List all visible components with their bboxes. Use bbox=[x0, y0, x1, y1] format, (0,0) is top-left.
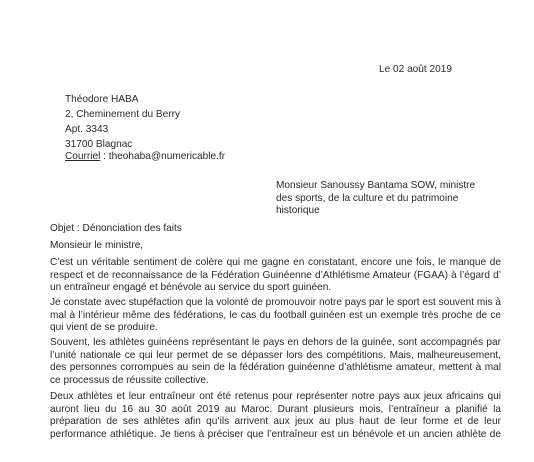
paragraph-line: mal à l’intérieur même des fédérations, le cas du football guinéen est un exemple très proche de ce bbox=[50, 309, 501, 321]
paragraph-line: C’est un véritable sentiment de colère qui me gagne en constatant, encore une fois, le manque de bbox=[50, 257, 501, 268]
email-label: Courriel bbox=[65, 151, 101, 162]
recipient-line: historique bbox=[276, 205, 320, 217]
paragraph-line: Deux athlètes et leur entraîneur ont été retenus pour représenter notre pays aux jeux africains qui bbox=[50, 391, 501, 402]
letter-date: Le 02 août 2019 bbox=[379, 64, 452, 75]
email-address[interactable]: theohaba@numericable.fr bbox=[108, 151, 226, 162]
sender-apt: Apt. 3343 bbox=[65, 124, 109, 135]
paragraph-line: performance athlétique. Je tiens à préciser que l’entraîneur est un bénévole et un ancien athlète de bbox=[50, 429, 501, 441]
paragraph-line: des personnes corrompues au sein de la fédération guinéenne d’athlétisme amateur, mettent à mal bbox=[50, 362, 501, 374]
paragraph-line: un entraîneur engagé et bénévole au service du sport guinéen. bbox=[50, 282, 332, 294]
sender-email-line bbox=[65, 151, 225, 163]
recipient-line: Monsieur Sanoussy Bantama SOW, ministre bbox=[276, 180, 476, 191]
paragraph-line: respect et de reconnaissance de la Fédération Guinéenne d’Athlétisme Amateur (FGAA) à l’égard d’ bbox=[50, 269, 501, 281]
recipient-line: des sports, de la culture et du patrimoine bbox=[276, 192, 459, 204]
subject-line: Objet : Dénonciation des faits bbox=[50, 223, 182, 234]
paragraph-line: qui vient de se produire. bbox=[50, 322, 158, 334]
body-paragraph bbox=[50, 297, 501, 335]
body-paragraph bbox=[50, 391, 501, 442]
recipient-block bbox=[276, 180, 482, 218]
body-paragraph bbox=[50, 337, 501, 388]
paragraph-line: auront lieu du 16 au 30 août 2019 au Maroc. Durant plusieurs mois, l’entraîneur a planifié la bbox=[50, 403, 501, 415]
salutation: Monsieur le ministre, bbox=[50, 240, 144, 251]
paragraph-line: ce processus de réussite collective. bbox=[50, 375, 209, 387]
email-separator: : bbox=[100, 151, 109, 162]
sender-street: 2, Cheminement du Berry bbox=[65, 109, 181, 120]
paragraph-line: Je constate avec stupéfaction que la volonté de promouvoir notre pays par le sport est souvent mis à bbox=[50, 297, 501, 308]
sender-city: 31700 Blagnac bbox=[65, 139, 133, 150]
paragraph-line: préparation de ses athlètes afin qu’ils arrivent aux jeux au plus haut de leur forme et de leur bbox=[50, 416, 501, 428]
paragraph-line: l’unité nationale ce qui leur permet de se dépasser lors des compétitions. Mais, malheureusement, bbox=[50, 349, 501, 361]
sender-name: Théodore HABA bbox=[65, 94, 139, 105]
paragraph-line: Souvent, les athlètes guinéens représentant le pays en dehors de la guinée, sont accompagnés par bbox=[50, 337, 501, 348]
body-paragraph bbox=[50, 257, 501, 295]
